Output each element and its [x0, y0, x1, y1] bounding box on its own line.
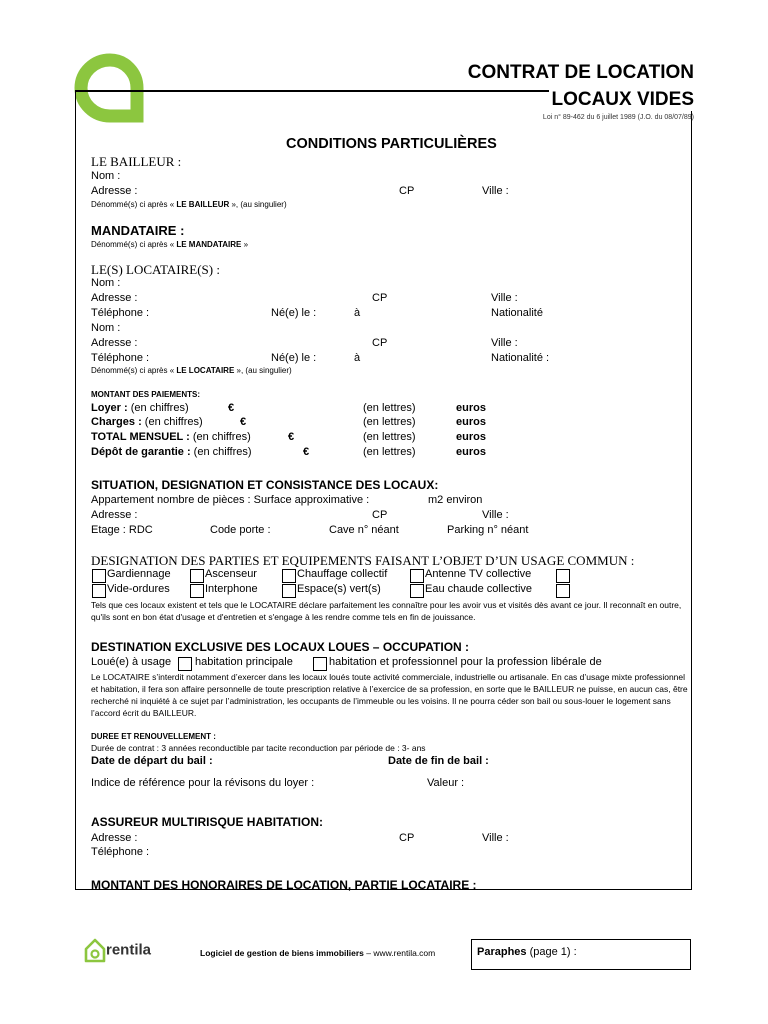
locataire2-a-label: à: [354, 352, 361, 364]
bailleur-ville-label: Ville :: [482, 185, 509, 197]
checkbox-extra-row1[interactable]: [556, 569, 570, 583]
mandataire-denomme: Dénommé(s) ci après « LE MANDATAIRE »: [91, 240, 249, 249]
locataire2-nationalite-label: Nationalité :: [491, 352, 550, 364]
checkbox-espaces-verts[interactable]: [282, 584, 296, 598]
designation-text: Tels que ces locaux existent et tels que le LOCATAIRE déclare parfaitement les connaître pour les avoir vus et visités dès avant ce jour. Il reconnaît en outre, qu'ils sont en bon état d'usage et d'entretien et s'engage à les rendre comme tels en fin de jouissance.: [91, 600, 682, 622]
checkbox-ascenseur[interactable]: [190, 569, 204, 583]
label-espaces-verts: Espace(s) vert(s): [297, 583, 381, 595]
assureur-tel-label: Téléphone :: [91, 846, 150, 858]
destination-text: Le LOCATAIRE s’interdit notamment d’exercer dans les locaux loués toute activité commerciale, industrielle ou artisanale. En cas d’usage mixte professionnel et habitation, il fera son affaire personnelle de toute prescription relative à l’exercice de sa profession, en sorte que le BAILLEUR ne puisse, en aucun cas, être recherché ni inquiété à ce sujet par l’administration, les occupants de l’immeuble ou les voisins. Il ne pourra céder son bail ou sous-louer le logement sans l’accord écrit du BAILLEUR.: [91, 672, 688, 718]
loue-usage-label: Loué(e) à usage: [91, 656, 172, 668]
label-ascenseur: Ascenseur: [205, 568, 257, 580]
honoraires-heading: MONTANT DES HONORAIRES DE LOCATION, PARTIE LOCATAIRE :: [91, 878, 477, 892]
checkbox-antenne-tv[interactable]: [410, 569, 424, 583]
checkbox-interphone[interactable]: [190, 584, 204, 598]
locataires-heading: LE(S) LOCATAIRE(S) :: [91, 262, 220, 277]
locataire1-tel-label: Téléphone :: [91, 307, 150, 319]
label-habitation-professionnel: habitation et professionnel pour la profession libérale de: [329, 656, 602, 668]
label-antenne-tv: Antenne TV collective: [425, 568, 532, 580]
cave-label: Cave n° néant: [329, 524, 399, 536]
contract-subtitle: LOCAUX VIDES: [551, 89, 694, 110]
code-porte-label: Code porte :: [210, 524, 271, 536]
assureur-cp-label: CP: [399, 832, 415, 844]
paraphes-box[interactable]: [471, 939, 691, 970]
label-interphone: Interphone: [205, 583, 258, 595]
locataire1-cp-label: CP: [372, 292, 388, 304]
conditions-title: CONDITIONS PARTICULIÈRES: [286, 136, 497, 152]
label-chauffage-collectif: Chauffage collectif: [297, 568, 388, 580]
locataire2-adresse-label: Adresse :: [91, 337, 138, 349]
checkbox-habitation-principale[interactable]: [178, 657, 192, 671]
locataire1-nationalite-label: Nationalité: [491, 307, 543, 319]
situation-heading: SITUATION, DESIGNATION ET CONSISTANCE DES LOCAUX:: [91, 478, 439, 492]
paraphes-label: Paraphes (page 1) :: [477, 946, 577, 958]
locataire1-adresse-label: Adresse :: [91, 292, 138, 304]
checkbox-gardiennage[interactable]: [92, 569, 106, 583]
page-number: 1: [560, 946, 567, 958]
checkbox-vide-ordures[interactable]: [92, 584, 106, 598]
bailleur-denomme: Dénommé(s) ci après « LE BAILLEUR », (au singulier): [91, 200, 287, 209]
checkbox-habitation-professionnel[interactable]: [313, 657, 327, 671]
assureur-heading: ASSUREUR MULTIRISQUE HABITATION:: [91, 815, 323, 829]
date-fin-label: Date de fin de bail :: [388, 755, 489, 767]
assureur-ville-label: Ville :: [482, 832, 509, 844]
footer-software: Logiciel de gestion de biens immobiliers – www.rentila.com: [200, 948, 436, 958]
house-logo-icon: [84, 937, 106, 963]
parking-label: Parking n° néant: [447, 524, 529, 536]
date-depart-label: Date de départ du bail :: [91, 755, 213, 767]
mandataire-heading: MANDATAIRE :: [91, 223, 185, 238]
bailleur-cp-label: CP: [399, 185, 415, 197]
locataire1-nom-label: Nom :: [91, 277, 121, 289]
bailleur-nom-label: Nom :: [91, 170, 121, 182]
appartement-label: Appartement nombre de pièces : Surface approximative :: [91, 494, 370, 506]
law-reference: Loi n° 89-462 du 6 juillet 1989 (J.O. du 08/07/89): [542, 114, 694, 121]
designation-heading: DESIGNATION DES PARTIES ET EQUIPEMENTS FAISANT L’OBJET D’UN USAGE COMMUN :: [91, 553, 635, 568]
checkbox-extra-row2[interactable]: [556, 584, 570, 598]
brand-name: rentila: [106, 941, 152, 959]
checkbox-eau-chaude[interactable]: [410, 584, 424, 598]
contract-title: CONTRAT DE LOCATION: [467, 62, 694, 83]
assureur-adresse-label: Adresse :: [91, 832, 138, 844]
locataire1-a-label: à: [354, 307, 361, 319]
locataire-denomme: Dénommé(s) ci après « LE LOCATAIRE », (au singulier): [91, 366, 292, 375]
locataire2-nom-label: Nom :: [91, 322, 121, 334]
label-vide-ordures: Vide-ordures: [107, 583, 170, 595]
duree-heading: DUREE ET RENOUVELLEMENT :: [91, 732, 216, 741]
indice-label: Indice de référence pour la révisons du loyer :: [91, 777, 315, 789]
locataire1-ne-label: Né(e) le :: [271, 307, 317, 319]
locataire1-ville-label: Ville :: [491, 292, 518, 304]
situation-adresse-label: Adresse :: [91, 509, 138, 521]
situation-ville-label: Ville :: [482, 509, 509, 521]
locataire2-tel-label: Téléphone :: [91, 352, 150, 364]
destination-heading: DESTINATION EXCLUSIVE DES LOCAUX LOUES – OCCUPATION :: [91, 640, 470, 654]
etage-label: Etage : RDC: [91, 524, 153, 536]
valeur-label: Valeur :: [427, 777, 465, 789]
paiements-heading: MONTANT DES PAIEMENTS:: [91, 390, 201, 399]
locataire2-ne-label: Né(e) le :: [271, 352, 317, 364]
label-eau-chaude: Eau chaude collective: [425, 583, 533, 595]
bailleur-heading: LE BAILLEUR :: [91, 154, 182, 169]
situation-cp-label: CP: [372, 509, 388, 521]
checkbox-chauffage-collectif[interactable]: [282, 569, 296, 583]
bailleur-adresse-label: Adresse :: [91, 185, 138, 197]
locataire2-cp-label: CP: [372, 337, 388, 349]
label-gardiennage: Gardiennage: [107, 568, 171, 580]
locataire2-ville-label: Ville :: [491, 337, 518, 349]
footer-brand: [84, 937, 151, 967]
duree-text: Durée de contrat : 3 années reconductible par tacite reconduction par période de : 3- ans: [91, 743, 426, 753]
surface-unit-label: m2 environ: [428, 494, 483, 506]
label-habitation-principale: habitation principale: [195, 656, 293, 668]
